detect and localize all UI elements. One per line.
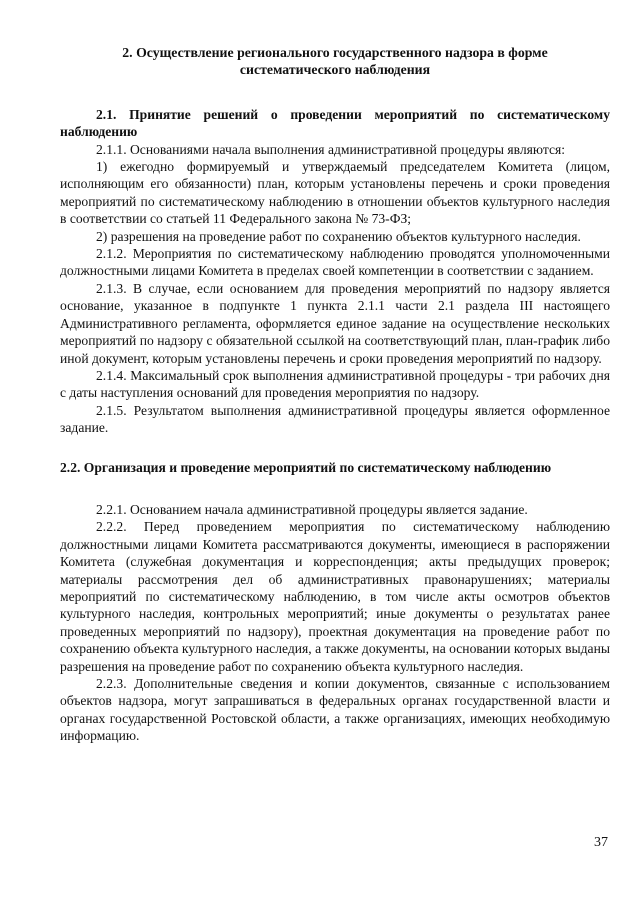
paragraph-2-2-1: 2.2.1. Основанием начала административной процедуры является задание.	[96, 501, 528, 517]
spacer	[60, 437, 610, 459]
paragraph-2-1-1-item-2: 2) разрешения на проведение работ по сохранению объектов культурного наследия.	[96, 228, 581, 244]
paragraph-2-2-3: 2.2.3. Дополнительные сведения и копии документов, связанные с использованием объектов надзора, могут запрашиваться в федеральных органах государственной власти и органах государственной Ростовской области, а также организациях, имеющих необходимую информацию.	[60, 676, 610, 744]
paragraph-2-1-4: 2.1.4. Максимальный срок выполнения административной процедуры - три рабочих дня с даты наступления оснований для проведения мероприятия по надзору.	[60, 367, 610, 401]
spacer	[60, 476, 610, 501]
section-title-line-1: 2. Осуществление регионального государственного надзора в форме	[122, 45, 548, 60]
subsection-heading-2-1: 2.1. Принятие решений о проведении мероприятий по систематическому наблюдению	[60, 106, 610, 140]
paragraph-2-1-1-item-1: 1) ежегодно формируемый и утверждаемый председателем Комитета (лицом, исполняющим его обязанности) план, которым установлены перечень и сроки проведения мероприятий по систематическому наблюдению в отношении объектов культурного наследия в соответствии со статьей 11 Федерального закона № 73-ФЗ;	[60, 159, 610, 227]
paragraph-2-1-5: 2.1.5. Результатом выполнения административной процедуры является оформленное задание.	[60, 402, 610, 436]
section-title-line-2: систематического наблюдения	[239, 62, 431, 78]
paragraph-2-1-1: 2.1.1. Основаниями начала выполнения административной процедуры являются:	[96, 141, 566, 157]
paragraph-2-1-3: 2.1.3. В случае, если основанием для проведения мероприятий по надзору является основание, указанное в подпункте 1 пункта 2.1.1 части 2.1 раздела III настоящего Административного регламента, оформляется единое задание на осуществление нескольких мероприятий по надзору с обязательной ссылкой на соответствующий план, план-график либо иной документ, которым установлены перечень и сроки проведения мероприятий по надзору.	[60, 280, 610, 366]
page-number: 37	[594, 835, 608, 850]
subsection-heading-2-2: 2.2. Организация и проведение мероприятий по систематическому наблюдению	[60, 459, 552, 475]
spacer	[60, 79, 610, 106]
paragraph-2-2-2: 2.2.2. Перед проведением мероприятия по систематическому наблюдению должностными лицами Комитета рассматриваются документы, имеющиеся в распоряжении Комитета (служебная документация и корреспонденция; акты предыдущих проверок; материалы рассмотрения дел об административных правонарушениях; материалы мероприятий по систематическому наблюдению, в том числе акты осмотров объектов культурного наследия, контрольных мероприятий; иные документы о результатах ранее проведенных мероприятий по надзору), проектная документация на проведение работ по сохранению объекта культурного наследия, а также документы, на основании которых выданы разрешения на проведение работ по сохранению объекта культурного наследия.	[60, 519, 611, 674]
section-title	[60, 44, 610, 79]
paragraph-2-1-2: 2.1.2. Мероприятия по систематическому наблюдению проводятся уполномоченными должностными лицами Комитета в пределах своей компетенции в соответствии с заданием.	[60, 246, 610, 279]
